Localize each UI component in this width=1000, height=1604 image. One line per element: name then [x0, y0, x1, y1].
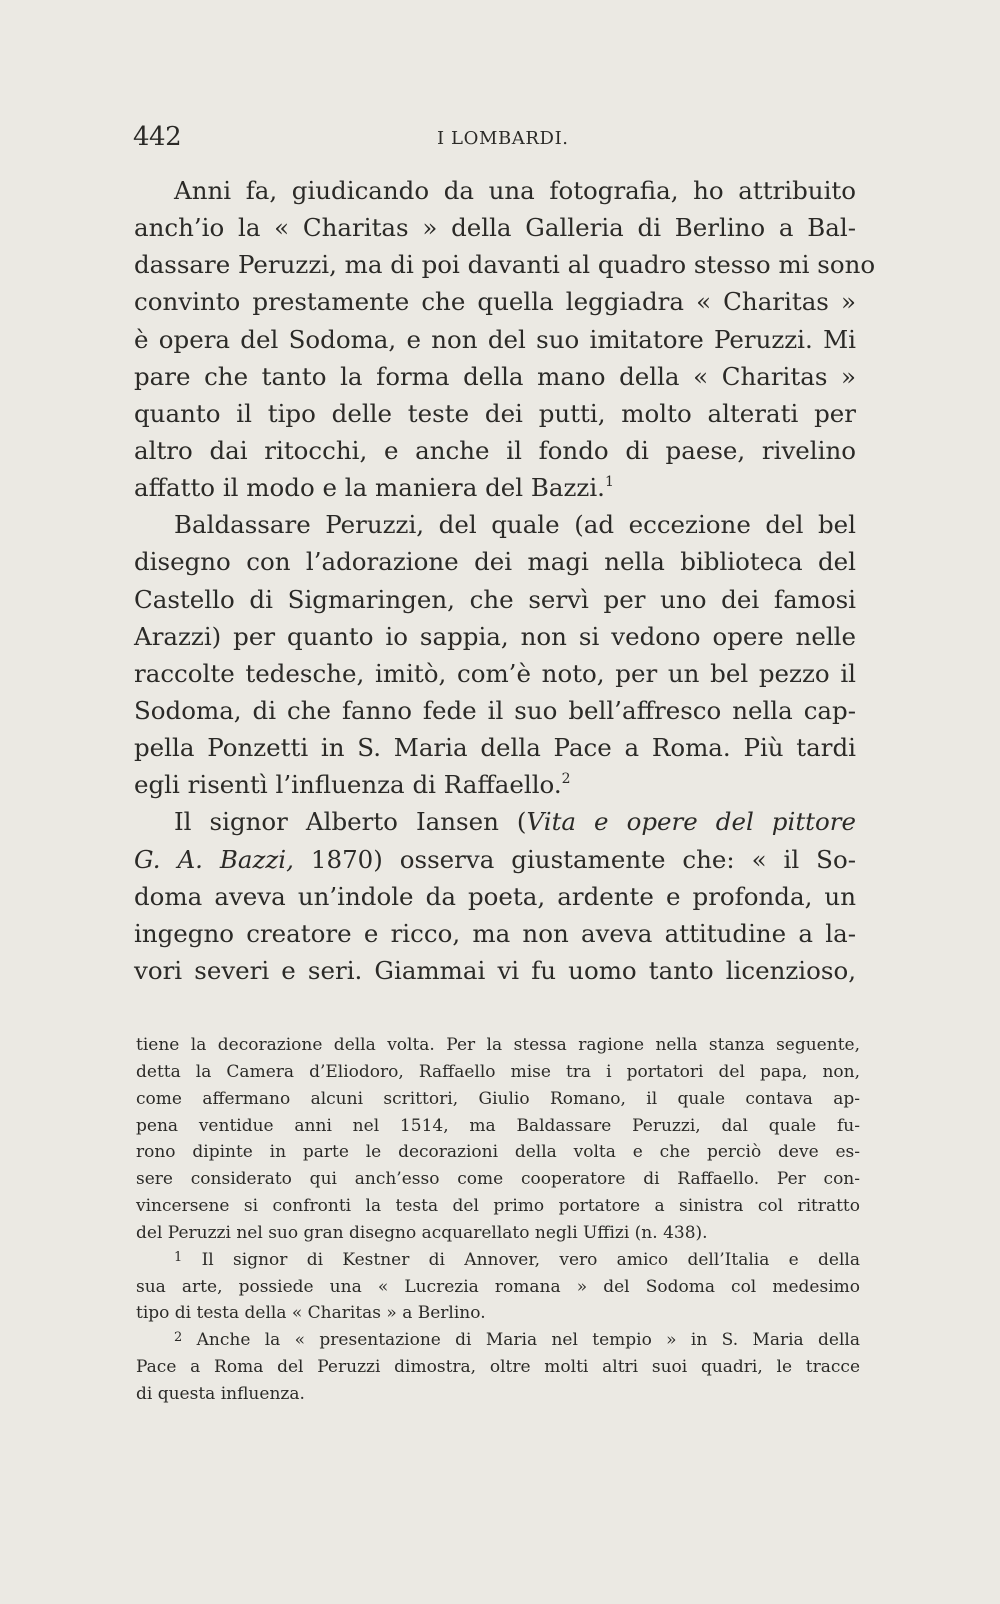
footnote-line: del Peruzzi nel suo gran disegno acquarellato negli Uffizi (n. 438). [136, 1222, 708, 1243]
footnote-line: sua arte, possiede una « Lucrezia romana » del Sodoma col medesimo [136, 1276, 860, 1297]
main-text [134, 172, 876, 989]
text-line: pella Ponzetti in S. Maria della Pace a Roma. Più tardi [134, 733, 856, 763]
text-line: pare che tanto la forma della mano della « Charitas » [134, 361, 856, 391]
text-line: Il signor Alberto Iansen (Vita e opere del pittore [174, 807, 856, 837]
footnote-line: tiene la decorazione della volta. Per la stessa ragione nella stanza seguente, [136, 1035, 860, 1055]
text-line: disegno con l’adorazione dei magi nella biblioteca del [134, 547, 856, 577]
footnote-line: vincersene si confronti la testa del primo portatore a sinistra col ritratto [136, 1196, 860, 1217]
footnote-line: detta la Camera d’Eliodoro, Raffaello mise tra i portatori del papa, non, [136, 1061, 860, 1082]
text-line: egli risentì l’influenza di Raffaello.$^2$ [134, 770, 571, 800]
footnote-line: tipo di testa della « Charitas » a Berlino. [136, 1303, 486, 1324]
footnote-line: sere considerato qui anch’esso come cooperatore di Raffaello. Per con- [136, 1169, 860, 1190]
page-number: 442 [133, 122, 182, 152]
footnote-line: $^2$ Anche la « presentazione di Maria nel tempio » in S. Maria della [174, 1330, 860, 1351]
footnote-line: Pace a Roma del Peruzzi dimostra, oltre molti altri suoi quadri, le tracce [136, 1357, 860, 1378]
text-line: Arazzi) per quanto io sappia, non si vedono opere nelle [134, 621, 856, 651]
text-line: convinto prestamente che quella leggiadra « Charitas » [134, 287, 856, 317]
footnote-number: 1 [174, 1249, 183, 1265]
text-line: raccolte tedesche, imitò, com’è noto, per un bel pezzo il [134, 658, 856, 688]
footnote-line: rono dipinte in parte le decorazioni della volta e che perciò deve es- [136, 1142, 860, 1163]
text-line: quanto il tipo delle teste dei putti, molto alterati per [134, 398, 856, 428]
text-line: Castello di Sigmaringen, che servì per uno dei famosi [134, 584, 856, 614]
footnote-line: come affermano alcuni scrittori, Giulio Romano, il quale contava ap- [136, 1088, 860, 1109]
footnote-reference: 2 [561, 771, 571, 788]
text-line: dassare Peruzzi, ma di poi davanti al quadro stesso mi sono [134, 250, 876, 280]
book-title: G. A. Bazzi, [134, 844, 294, 874]
footnote-line: pena ventidue anni nel 1514, ma Baldassare Peruzzi, dal quale fu- [136, 1115, 860, 1136]
text-line: Sodoma, di che fanno fede il suo bell’affresco nella cap- [134, 695, 856, 725]
text-line: ingegno creatore e ricco, ma non aveva attitudine a la- [134, 918, 856, 948]
footnote-number: 2 [174, 1330, 183, 1346]
text-line: anch’io la « Charitas » della Galleria di Berlino a Bal- [134, 213, 856, 243]
text-line: Anni fa, giudicando da una fotografia, ho attribuito [174, 176, 856, 205]
text-line: G. A. Bazzi, 1870) osserva giustamente che: « il So- [134, 844, 856, 874]
running-header [133, 118, 845, 158]
footnote-line: $^1$ Il signor di Kestner di Annover, vero amico dell’Italia e della [174, 1249, 860, 1270]
text-line: doma aveva un’indole da poeta, ardente e profonda, un [134, 881, 856, 911]
text-line: vori severi e seri. Giammai vi fu uomo tanto licenzioso, [134, 955, 856, 985]
footnote-reference: 1 [604, 474, 614, 491]
text-line: affatto il modo e la maniera del Bazzi.$^1$ [134, 473, 614, 503]
text-line: altro dai ritocchi, e anche il fondo di paese, rivelino [134, 435, 856, 465]
book-title: Vita e opere del pittore [526, 807, 856, 837]
footnotes [136, 1032, 860, 1408]
footnote-line: di questa influenza. [136, 1383, 305, 1404]
text-line: è opera del Sodoma, e non del suo imitatore Peruzzi. Mi [134, 324, 856, 354]
text-line: Baldassare Peruzzi, del quale (ad eccezione del bel [174, 510, 856, 540]
running-title: I LOMBARDI. [437, 128, 569, 149]
